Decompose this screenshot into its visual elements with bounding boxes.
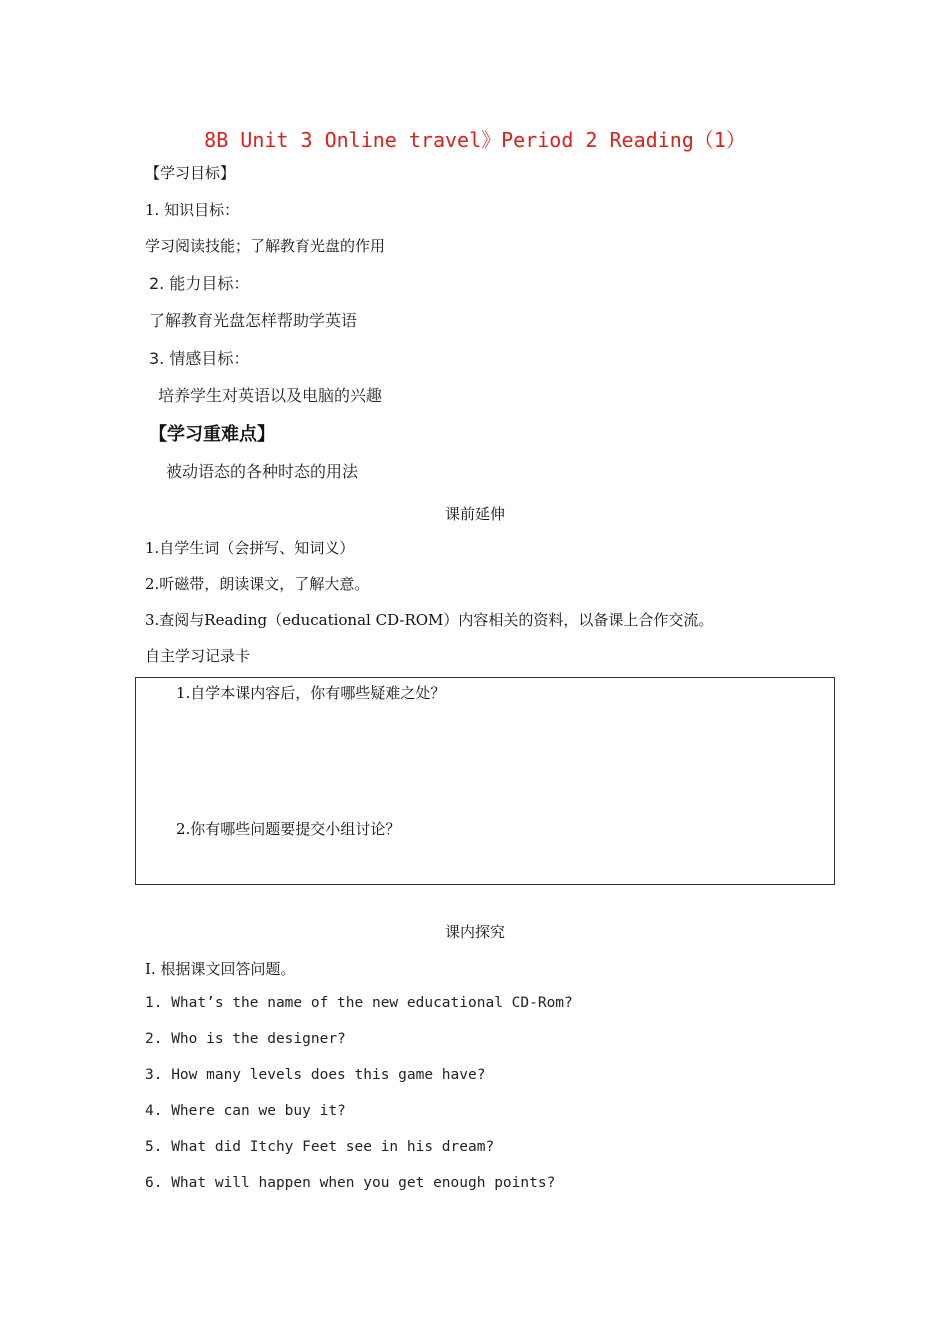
key-points-heading: 【学习重难点】 — [149, 424, 275, 445]
preview-item-1: 1.自学生词（会拼写、知词义） — [145, 539, 355, 557]
inclass-section-label: Ⅰ. 根据课文回答问题。 — [145, 960, 296, 978]
objectives-heading: 【学习目标】 — [145, 164, 236, 182]
preview-item-3: 3.查阅与Reading（educational CD-ROM）内容相关的资料，以备课上合作交流。 — [145, 611, 714, 629]
inclass-heading: 课内探究 — [444, 923, 505, 941]
emotion-objective-text: 培养学生对英语以及电脑的兴趣 — [158, 386, 383, 405]
ability-objective-text: 了解教育光盘怎样帮助学英语 — [149, 311, 358, 330]
question-2: 2. Who is the designer? — [145, 1031, 346, 1047]
question-6: 6. What will happen when you get enough points? — [145, 1175, 556, 1191]
emotion-objective-label: 3. 情感目标： — [149, 349, 250, 368]
preview-item-2: 2.听磁带，朗读课文，了解大意。 — [145, 575, 370, 593]
knowledge-objective-text: 学习阅读技能；了解教育光盘的作用 — [145, 237, 386, 255]
key-points-text: 被动语态的各种时态的用法 — [166, 462, 359, 481]
record-question-1: 1.自学本课内容后，你有哪些疑难之处？ — [176, 684, 446, 702]
knowledge-objective-label: 1. 知识目标： — [145, 201, 240, 219]
page-title: 8B Unit 3 Online travel》Period 2 Reading（1） — [204, 128, 746, 152]
record-card-label: 自主学习记录卡 — [145, 647, 251, 665]
preview-heading: 课前延伸 — [444, 505, 505, 523]
question-1: 1. What’s the name of the new educational CD-Rom? — [145, 995, 573, 1011]
question-3: 3. How many levels does this game have? — [145, 1067, 486, 1083]
question-5: 5. What did Itchy Feet see in his dream? — [145, 1139, 495, 1155]
record-question-2: 2.你有哪些问题要提交小组讨论？ — [176, 820, 401, 838]
record-card-box — [135, 677, 835, 885]
question-4: 4. Where can we buy it? — [145, 1103, 346, 1119]
ability-objective-label: 2. 能力目标： — [149, 274, 250, 293]
